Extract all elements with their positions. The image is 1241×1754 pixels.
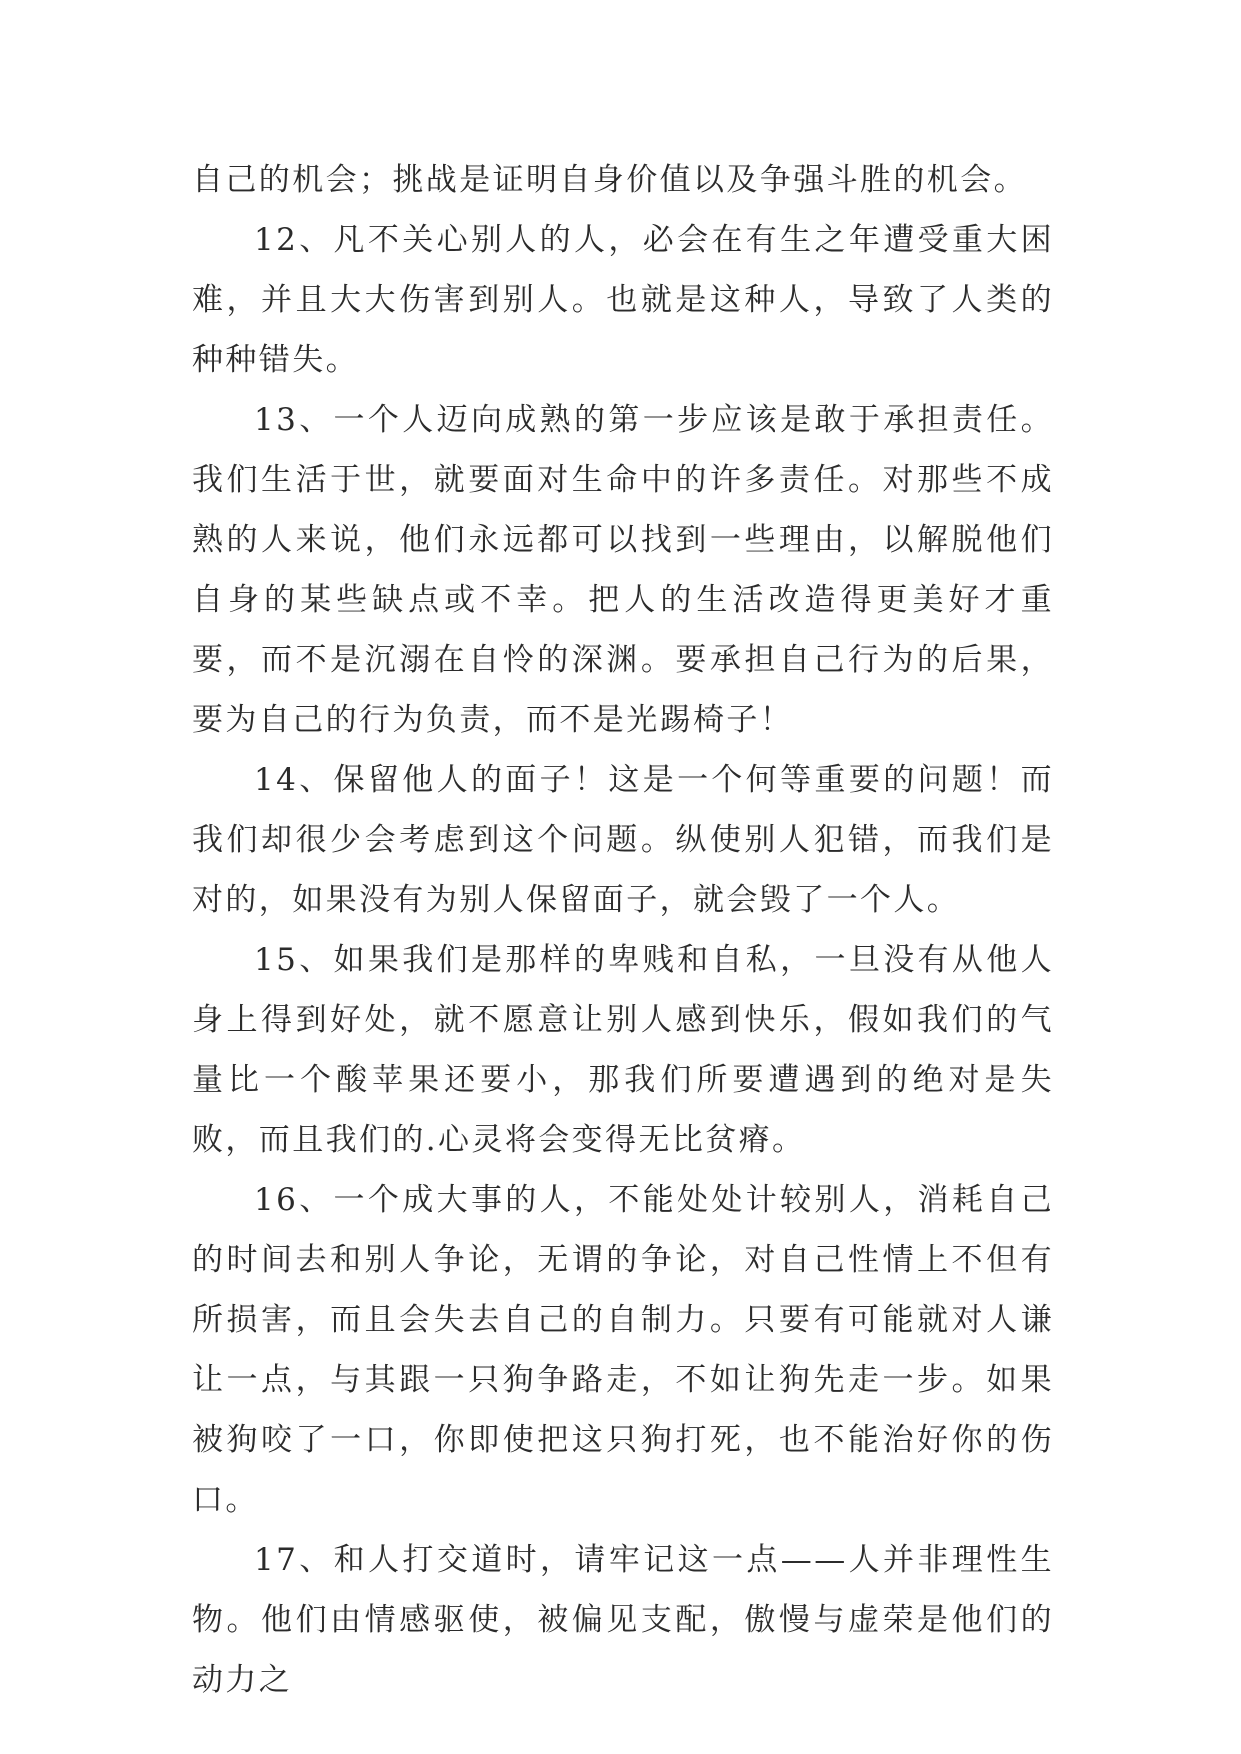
paragraph-14: 14、保留他人的面子！这是一个何等重要的问题！而我们却很少会考虑到这个问题。纵使别人犯错，而我们是对的，如果没有为别人保留面子，就会毁了一个人。 [192,762,1054,918]
paragraph-17: 17、和人打交道时，请牢记这一点——人并非理性生物。他们由情感驱使，被偏见支配，傲慢与虚荣是他们的动力之 [192,1542,1054,1698]
paragraph-continuation: 自己的机会；挑战是证明自身价值以及争强斗胜的机会。 [192,162,1027,198]
body-text [192,150,1054,1710]
paragraph-15: 15、如果我们是那样的卑贱和自私，一旦没有从他人身上得到好处，就不愿意让别人感到快乐，假如我们的气量比一个酸苹果还要小，那我们所要遭遇到的绝对是失败，而且我们的.心灵将会变得无比贫瘠。 [192,942,1054,1158]
paragraph-13: 13、一个人迈向成熟的第一步应该是敢于承担责任。我们生活于世，就要面对生命中的许多责任。对那些不成熟的人来说，他们永远都可以找到一些理由，以解脱他们自身的某些缺点或不幸。把人的生活改造得更美好才重要，而不是沉溺在自怜的深渊。要承担自己行为的后果，要为自己的行为负责，而不是光踢椅子！ [192,402,1054,738]
paragraph-12: 12、凡不关心别人的人，必会在有生之年遭受重大困难，并且大大伤害到别人。也就是这种人，导致了人类的种种错失。 [192,222,1054,378]
paragraph-16: 16、一个成大事的人，不能处处计较别人，消耗自己的时间去和别人争论，无谓的争论，对自己性情上不但有所损害，而且会失去自己的自制力。只要有可能就对人谦让一点，与其跟一只狗争路走，不如让狗先走一步。如果被狗咬了一口，你即使把这只狗打死，也不能治好你的伤口。 [192,1182,1054,1518]
